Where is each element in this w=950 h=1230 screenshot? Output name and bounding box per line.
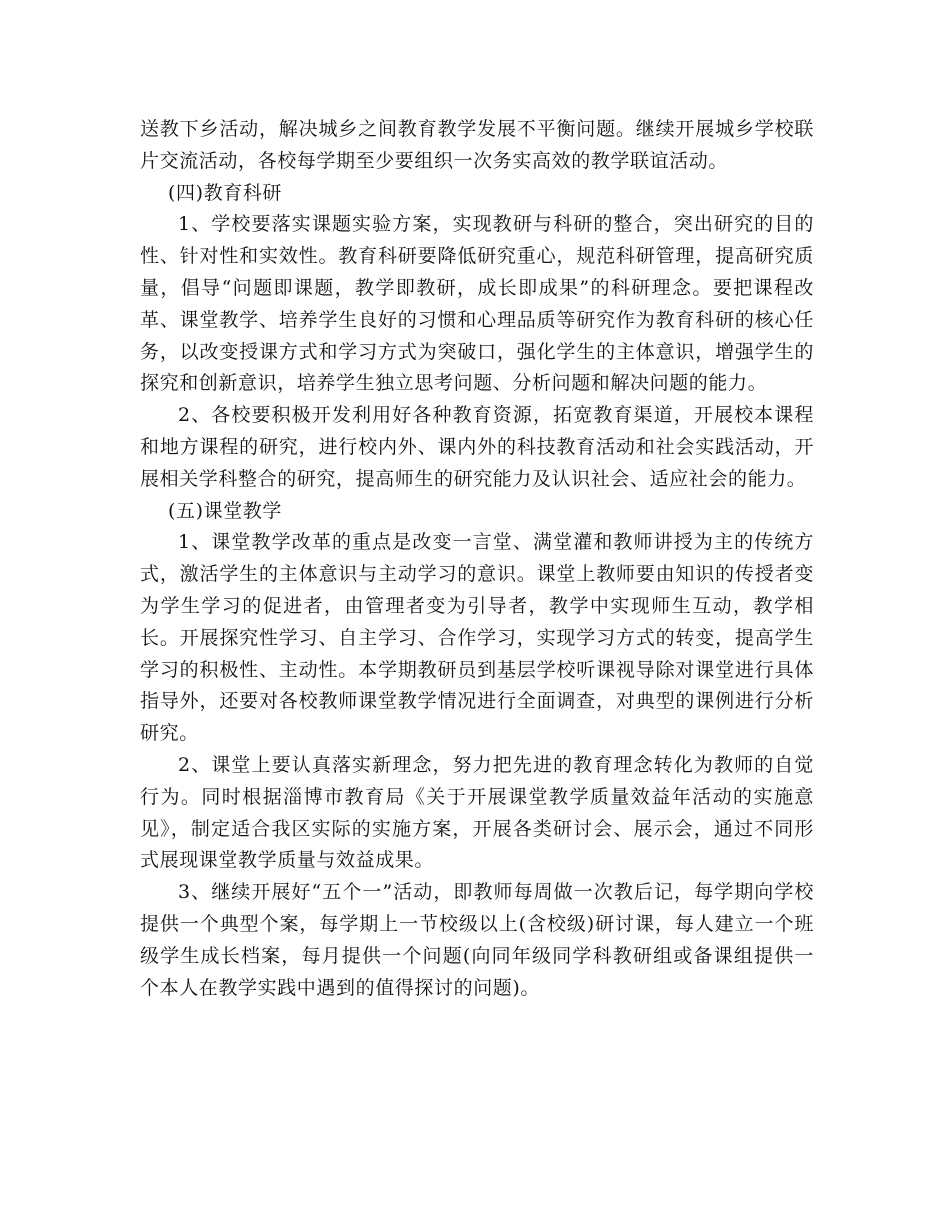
section-heading-classroom: (五)课堂教学 [168,499,283,522]
paragraph-classroom-1: 1、课堂教学改革的重点是改变一言堂、满堂灌和教师讲授为主的传统方式，激活学生的主体意识与主动学习的意识。课堂上教师要由知识的传授者变为学生学习的促进者，由管理者变为引导者，教学中实现师生互动，教学相长。开展探究性学习、自主学习、合作学习，实现学习方式的转变，提高学生学习的积极性、主动性。本学期教研员到基层学校听课视导除对课堂进行具体指导外，还要对各校教师课堂教学情况进行全面调查，对典型的课例进行分析研究。 [140,531,814,745]
section-heading-research: (四)教育科研 [168,181,283,204]
paragraph-classroom-3: 3、继续开展好“五个一”活动，即教师每周做一次教后记，每学期向学校提供一个典型个案，每学期上一节校级以上(含校级)研讨课，每人建立一个班级学生成长档案，每月提供一个问题(向同年级同学科教研组或备课组提供一个本人在教学实践中遇到的值得探讨的问题)。 [140,881,814,999]
paragraph-research-1: 1、学校要落实课题实验方案，实现教研与科研的整合，突出研究的目的性、针对性和实效性。教育科研要降低研究重心，规范科研管理，提高研究质量，倡导“问题即课题，教学即教研，成长即成果”的科研理念。要把课程改革、课堂教学、培养学生良好的习惯和心理品质等研究作为教育科研的核心任务，以改变授课方式和学习方式为突破口，强化学生的主体意识，增强学生的探究和创新意识，培养学生独立思考问题、分析问题和解决问题的能力。 [140,213,814,395]
document-body [140,114,814,1004]
paragraph-continuation: 送教下乡活动，解决城乡之间教育教学发展不平衡问题。继续开展城乡学校联片交流活动，各校每学期至少要组织一次务实高效的教学联谊活动。 [140,118,814,172]
paragraph-research-2: 2、各校要积极开发利用好各种教育资源，拓宽教育渠道，开展校本课程和地方课程的研究，进行校内外、课内外的科技教育活动和社会实践活动，开展相关学科整合的研究，提高师生的研究能力及认识社会、适应社会的能力。 [140,404,814,490]
paragraph-classroom-2: 2、课堂上要认真落实新理念，努力把先进的教育理念转化为教师的自觉行为。同时根据淄博市教育局《关于开展课堂教学质量效益年活动的实施意见》，制定适合我区实际的实施方案，开展各类研讨会、展示会，通过不同形式展现课堂教学质量与效益成果。 [140,753,814,872]
